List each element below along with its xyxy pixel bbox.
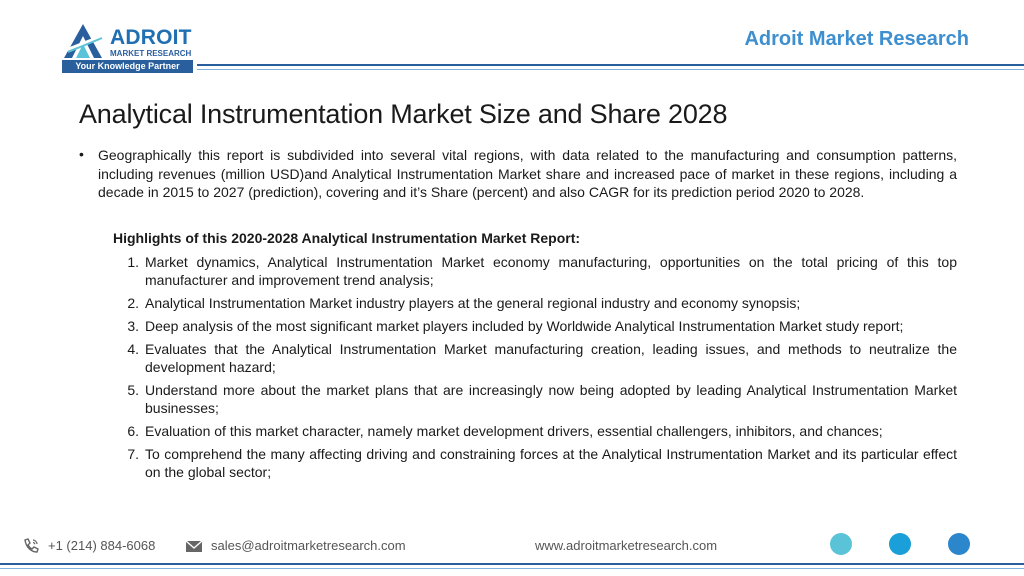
envelope-icon (185, 540, 203, 553)
phone-icon (22, 538, 40, 554)
list-text: Analytical Instrumentation Market industry players at the general regional industry and economy synopsis; (145, 295, 801, 311)
list-number: 1. (127, 254, 139, 270)
highlights-list (113, 253, 957, 486)
list-number: 7. (127, 446, 139, 462)
decor-circle (830, 533, 852, 555)
intro-bullet (79, 146, 957, 202)
list-text: Evaluates that the Analytical Instrumentation Market manufacturing creation, leading issues, and methods to neutralize the development hazard; (145, 341, 957, 375)
highlights-heading: Highlights of this 2020-2028 Analytical Instrumentation Market Report: (113, 230, 581, 246)
list-item (113, 317, 957, 335)
list-text: Evaluation of this market character, namely market development drivers, essential challengers, inhibitors, and chances; (145, 423, 883, 439)
footer-divider-thin (0, 568, 1024, 569)
list-text: Market dynamics, Analytical Instrumentation Market economy manufacturing, opportunities on the total pricing of this top manufacturer and improvement trend analysis; (145, 254, 957, 288)
list-item (113, 253, 957, 289)
decor-circle (948, 533, 970, 555)
header-divider-thin (197, 69, 1024, 70)
footer-email[interactable]: sales@adroitmarketresearch.com (211, 538, 406, 553)
footer-phone[interactable]: +1 (214) 884-6068 (48, 538, 156, 553)
intro-text: Geographically this report is subdivided into several vital regions, with data related to the manufacturing and consumption patterns, including revenues (million USD)and Analytical Instrumentation Market share and increased pace of market in these regions, including a decade in 2015 to 2027 (prediction), covering and it’s Share (percent) and also CAGR for its prediction period 2020 to 2028. (98, 147, 957, 200)
list-number: 4. (127, 341, 139, 357)
list-text: Deep analysis of the most significant market players included by Worldwide Analytical Instrumentation Market study report; (145, 318, 904, 334)
list-number: 3. (127, 318, 139, 334)
list-number: 2. (127, 295, 139, 311)
footer (0, 530, 1024, 562)
bullet-dot: • (79, 146, 84, 162)
logo-mark-icon (62, 22, 108, 60)
logo (62, 22, 197, 74)
logo-subtitle: MARKET RESEARCH (110, 49, 192, 58)
list-item (113, 445, 957, 481)
list-item (113, 340, 957, 376)
decor-circle (889, 533, 911, 555)
list-number: 5. (127, 382, 139, 398)
list-number: 6. (127, 423, 139, 439)
logo-name: ADROIT (110, 26, 192, 49)
list-item (113, 422, 957, 440)
footer-website[interactable]: www.adroitmarketresearch.com (535, 538, 718, 553)
list-text: To comprehend the many affecting driving and constraining forces at the Analytical Instrumentation Market and its particular effect on the global sector; (145, 446, 957, 480)
brand-title: Adroit Market Research (744, 28, 969, 50)
page-title: Analytical Instrumentation Market Size and Share 2028 (79, 99, 728, 129)
footer-divider (0, 563, 1024, 565)
list-item (113, 294, 957, 312)
list-item (113, 381, 957, 417)
header-divider (197, 64, 1024, 66)
logo-tagline: Your Knowledge Partner (62, 60, 193, 73)
list-text: Understand more about the market plans that are increasingly now being adopted by leading Analytical Instrumentation Market businesses; (145, 382, 957, 416)
